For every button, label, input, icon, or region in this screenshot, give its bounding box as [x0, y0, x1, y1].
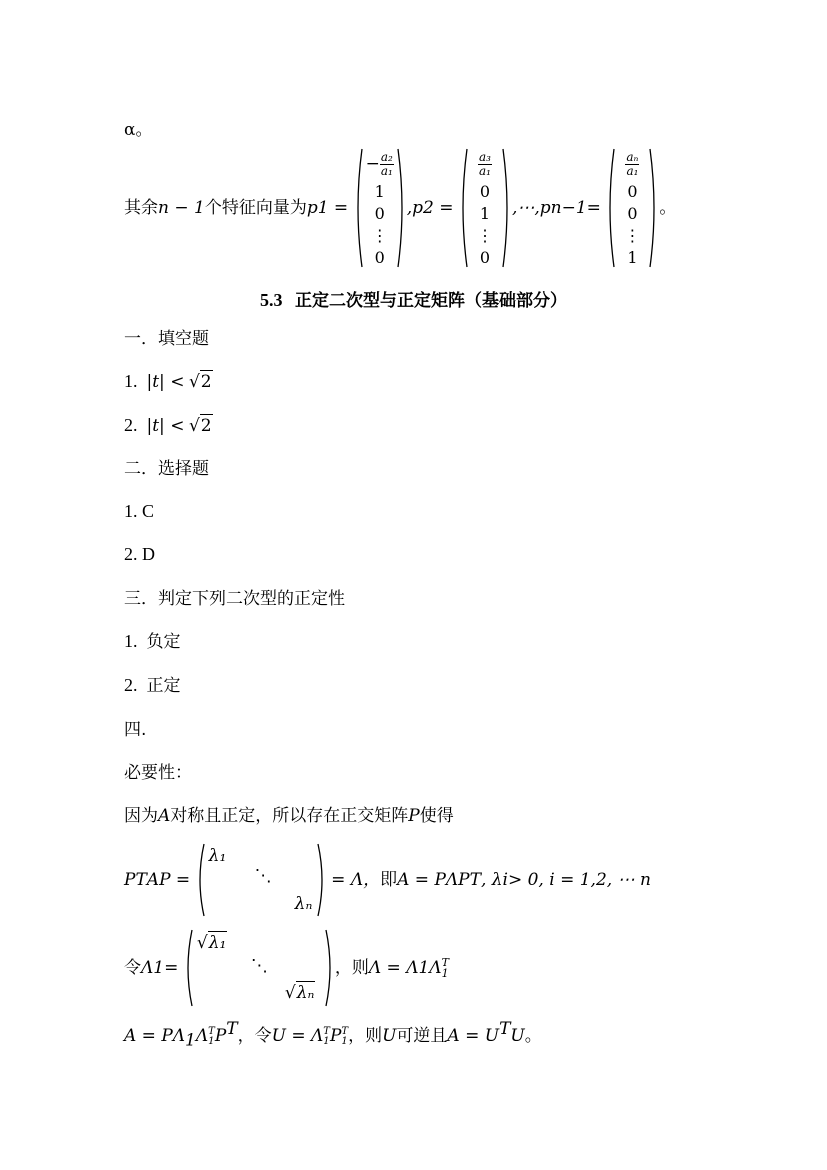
vector-cell: ⋮ [624, 226, 641, 245]
part2-title: 二．选择题 [124, 459, 209, 479]
vector-cell-fraction: $\frac{\text{a₃}}{\text{a₁}}$ [478, 149, 491, 178]
diag-entry-first: λ₁ [208, 846, 227, 866]
vector-p2 [458, 148, 512, 268]
part3-title: 三．判定下列二次型的正定性 [124, 589, 345, 609]
necessity-label: 必要性： [124, 763, 192, 783]
part2-answer-1: 1. C [124, 501, 155, 521]
sqrt: √ 2 [188, 372, 212, 392]
diag-entry-last: λₙ [294, 894, 313, 914]
right-paren [502, 148, 512, 268]
right-paren [317, 843, 327, 917]
left-paren [195, 843, 205, 917]
part1-title: 一．填空题 [124, 329, 209, 349]
vector-cell: 0 [627, 204, 638, 223]
right-paren [325, 929, 335, 1007]
vector-cell: 1 [479, 204, 491, 223]
alpha-line: α。 [124, 120, 153, 140]
diag-entry-last: √ λₙ [284, 983, 315, 1003]
diag-dots: ⋱ [254, 866, 272, 886]
vector-cell: ⋮ [371, 226, 388, 245]
section-title: 正定二次型与正定矩阵（基础部分） [295, 291, 567, 311]
right-paren [397, 148, 407, 268]
vector-cell: 0 [627, 182, 638, 201]
part1-answer-2: 2. |t| < √ 2 [124, 415, 212, 436]
vector-cell: 0 [479, 248, 491, 267]
vector-p1 [353, 148, 407, 268]
vector-cell: 1 [374, 182, 385, 201]
vector-pn-1 [605, 148, 659, 268]
proof-line-3: 令 Λ 1 = √ λ₁ ⋱ √ λₙ ， 则 Λ = Λ 1 Λ T 1 [124, 928, 449, 1008]
section-number: 5.3 [260, 290, 283, 310]
left-paren [458, 148, 468, 268]
left-paren [353, 148, 363, 268]
section-heading [0, 286, 827, 311]
vector-cell-fraction: − $\frac{\text{a₂}}{\text{a₁}}$ [365, 149, 393, 178]
left-paren [183, 929, 193, 1007]
proof-line-1: 因为A对称且正定，所以存在正交矩阵P使得 [124, 806, 454, 826]
eigenvector-line: 其余 n − 1 个特征向量为 p1 = − $\frac{\text{a₂}}{\text{a₁}}$ 1 0 ⋮ 0 , p2 = $\frac{\text{a₃}}{\text{a₁}}$ 0 1 ⋮ 0 ,⋯, p n−1 = $\frac{\text{aₙ}}{\text{a₁}}$ 0 0 ⋮ 1 。 [124, 149, 677, 267]
vector-cell: 0 [479, 182, 491, 201]
part3-answer-1: 1. 负定 [124, 631, 181, 652]
part4-title: 四. [124, 720, 147, 740]
part2-answer-2: 2. D [124, 544, 155, 564]
vector-cell: ⋮ [476, 226, 493, 245]
proof-line-2: P T AP = λ₁ ⋱ λₙ = Λ， 即 A = PΛP T , λ i > 0, i = 1,2, ⋯ n [124, 842, 651, 918]
diag-entry-first: √ λ₁ [196, 933, 227, 953]
sqrt: √ 2 [188, 416, 212, 436]
left-paren [605, 148, 615, 268]
right-paren [649, 148, 659, 268]
part3-answer-2: 2. 正定 [124, 675, 181, 696]
diagonal-matrix [195, 843, 327, 917]
part1-answer-1: 1. |t| < √ 2 [124, 371, 212, 392]
vector-cell: 1 [627, 248, 638, 267]
vector-cell-fraction: $\frac{\text{aₙ}}{\text{a₁}}$ [626, 149, 639, 178]
vector-cell: 0 [374, 204, 385, 223]
sqrt-diagonal-matrix [183, 929, 335, 1007]
vector-cell: 0 [374, 248, 385, 267]
proof-line-4: $A = P\Lambda_1\Lambda$ T 1 $P^T$，令U = Λ T 1 P T 1 ，则U可逆且$A = U^TU$。 [124, 1019, 542, 1051]
diag-dots: ⋱ [250, 956, 268, 976]
